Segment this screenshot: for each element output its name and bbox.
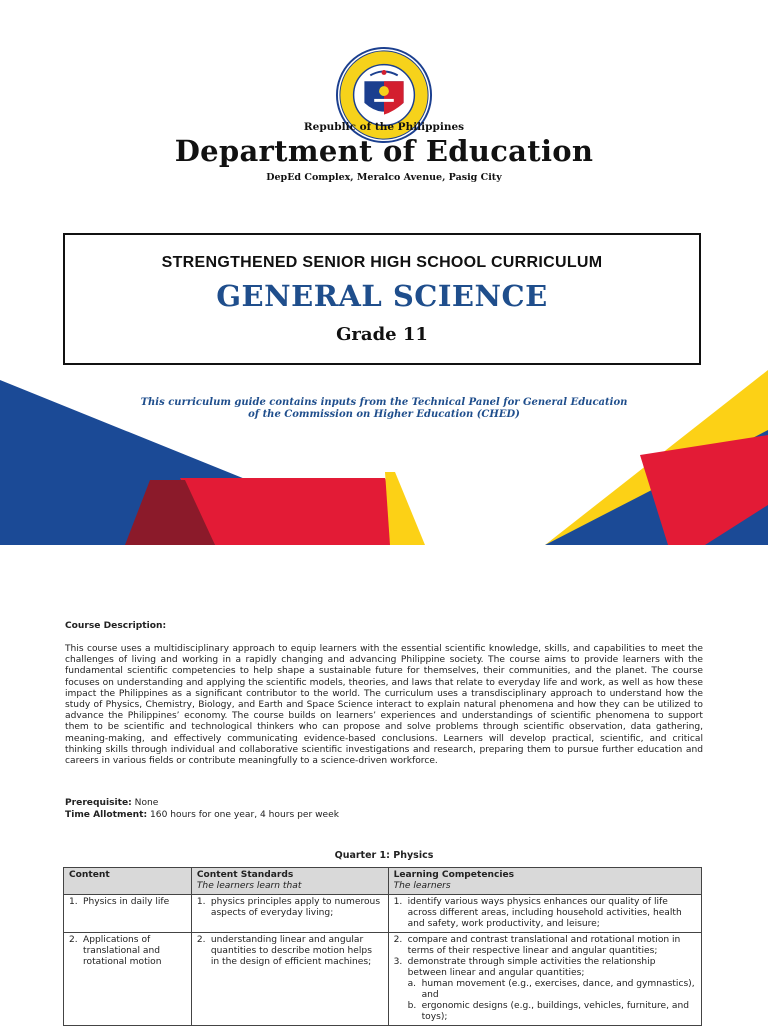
curriculum-title: STRENGTHENED SENIOR HIGH SCHOOL CURRICULUM (161, 254, 603, 271)
standard-cell: 2. understanding linear and angular quantities to describe motion helps in the design of efficient machines; (191, 933, 388, 1026)
competency-cell: 2. compare and contrast translational and rotational motion in terms of their respective linear and angular quantities; 3. demonstrate through simple activities the relationship between linear and angular quantities; a. human movement (e.g., exercises, dance, and gymnastics), and b. ergonomic designs (e.g., buildings, vehicles, furniture, and toys); (388, 933, 701, 1026)
quarter-title: Quarter 1: Physics (334, 850, 434, 861)
table-row (64, 933, 702, 1026)
competency-cell: 1. identify various ways physics enhances our quality of life across different areas, including household activities, health and safety, work productivity, and leisure; (388, 895, 701, 933)
content-cell: 2. Applications of translational and rotational motion (64, 933, 192, 1026)
subject-title: GENERAL SCIENCE (216, 279, 548, 313)
course-description-label: Course Description: (65, 621, 167, 631)
ched-note-line2: of the Commission on Higher Education (CHED) (248, 409, 520, 420)
table-header-row (64, 868, 702, 895)
grade-label: Grade 11 (336, 324, 428, 345)
ched-note (110, 397, 658, 421)
header-content: Content (64, 868, 192, 895)
prerequisite-line (65, 798, 158, 809)
time-allotment-value: 160 hours for one year, 4 hours per week (147, 810, 340, 820)
standard-cell: 1. physics principles apply to numerous aspects of everyday living; (191, 895, 388, 933)
competency-table (63, 867, 702, 1026)
content-cell: 1. Physics in daily life (64, 895, 192, 933)
republic-label: Republic of the Philippines (303, 121, 465, 133)
ched-note-line1: This curriculum guide contains inputs from the Technical Panel for General Education (140, 397, 628, 408)
course-description-text: This course uses a multidisciplinary approach to equip learners with the essential scientific knowledge, skills, and capabilities to meet the challenges of living and working in a rapidly changing and advancing Philippine society. The course aims to provide learners with the fundamental scientific competencies to help shape a sustainable future for themselves, their communities, and the planet. The course focuses on understanding and applying the scientific models, theories, and laws that relate to everyday life and work, as well as how these impact the Philippines as a significant contributor to the world. The curriculum uses a transdisciplinary approach to understand how the study of Physics, Chemistry, Biology, and Earth and Space Science interact to explain natural phenomena and how they can be utilized to advance the Philippines’ economy. The course builds on learners’ experiences and understandings of scientific phenomena to support them to be scientific and technological thinkers who can propose and solve problems through scientific observation, data gathering, meaning-making, and effectively communicating evidence-based conclusions. Learners will develop practical, scientific, and critical thinking skills through individual and collaborative scientific investigations and research, preparing them to pursue further education and careers in various fields or contribute meaningfully to a science-driven workforce. (65, 644, 703, 767)
table-row (64, 895, 702, 933)
header-content-standards: Content Standards The learners learn that (191, 868, 388, 895)
flag-banner-graphic (0, 360, 768, 545)
department-title: Department of Education (174, 134, 594, 168)
time-allotment-line (65, 810, 339, 821)
prerequisite-label: Prerequisite: (65, 798, 132, 808)
title-box (63, 233, 701, 365)
department-address: DepEd Complex, Meralco Avenue, Pasig City (266, 172, 502, 183)
prerequisite-value: None (131, 798, 159, 808)
time-allotment-label: Time Allotment: (65, 810, 148, 820)
header-learning-competencies: Learning Competencies The learners (388, 868, 701, 895)
